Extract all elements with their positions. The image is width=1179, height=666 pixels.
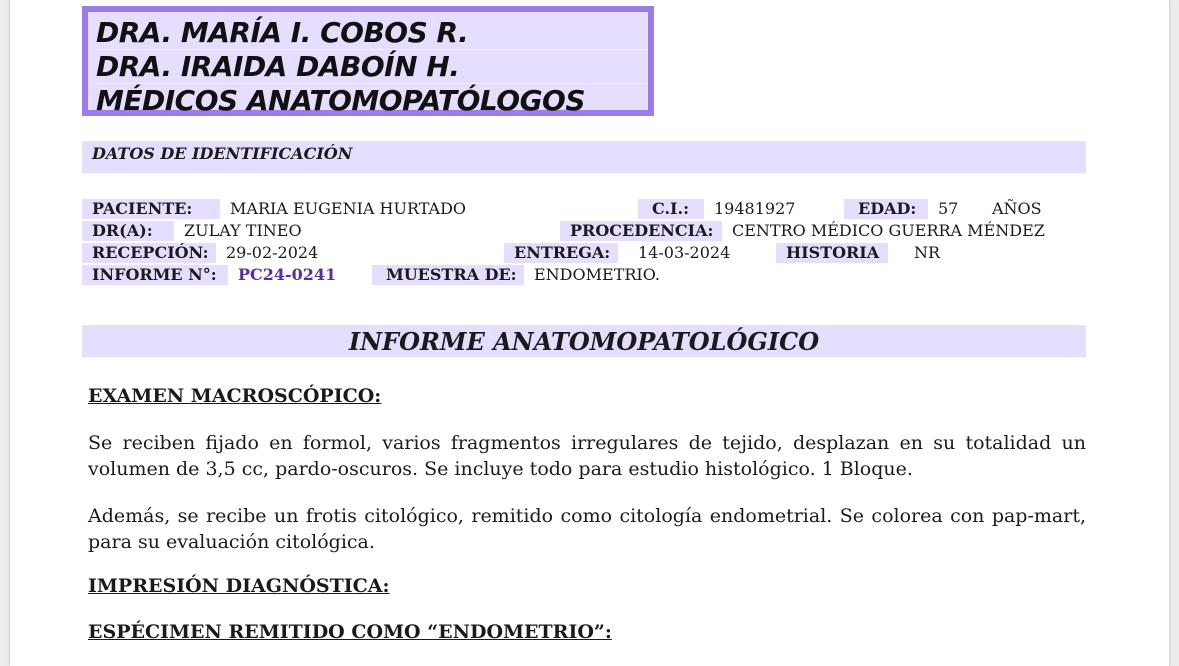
ci-value: 19481927 [714, 199, 796, 218]
historia-label: HISTORIA [776, 243, 888, 263]
edad-label: EDAD: [844, 199, 928, 219]
report-page [10, 0, 1169, 666]
entrega-value: 14-03-2024 [638, 243, 731, 262]
informe-label: INFORME N°: [82, 265, 228, 285]
macro-paragraph-1: Se reciben fijado en formol, varios fragmentos irregulares de tejido, desplazan en su totalidad un volumen de 3,5 cc, pardo-oscuros. Se incluye todo para estudio histológico. 1 Bloque. [88, 432, 1086, 480]
doctors-specialty: MÉDICOS ANATOMOPATÓLOGOS [96, 84, 586, 117]
edad-unit: AÑOS [992, 199, 1042, 218]
informe-number: PC24-0241 [238, 265, 337, 284]
paciente-value: MARIA EUGENIA HURTADO [230, 199, 467, 218]
muestra-label: MUESTRA DE: [372, 265, 524, 285]
report-title-bar [82, 325, 1086, 357]
doctor-name-2: DRA. IRAIDA DABOÍN H. [96, 50, 648, 84]
doctor-name-1: DRA. MARÍA I. COBOS R. [96, 16, 648, 50]
ci-label: C.I.: [638, 199, 704, 219]
historia-value: NR [914, 243, 941, 262]
edad-value: 57 [938, 199, 959, 218]
entrega-label: ENTREGA: [504, 243, 618, 263]
impresion-heading: IMPRESIÓN DIAGNÓSTICA: [88, 575, 390, 597]
procedencia-label: PROCEDENCIA: [560, 221, 722, 241]
muestra-value: ENDOMETRIO. [534, 265, 660, 284]
recepcion-value: 29-02-2024 [226, 243, 319, 262]
dra-label: DR(A): [82, 221, 174, 241]
procedencia-value: CENTRO MÉDICO GUERRA MÉNDEZ [732, 221, 1045, 240]
dra-value: ZULAY TINEO [184, 221, 302, 240]
identification-section-title: DATOS DE IDENTIFICACIÓN [92, 144, 353, 163]
identification-section-bar [82, 141, 1086, 173]
macro-paragraph-2: Además, se recibe un frotis citológico, remitido como citología endometrial. Se colorea con pap-mart, para su evaluación citológica. [88, 505, 1086, 553]
paciente-label: PACIENTE: [82, 199, 220, 219]
report-title: INFORME ANATOMOPATOLÓGICO [348, 327, 820, 356]
doctors-banner [82, 6, 654, 116]
recepcion-label: RECEPCIÓN: [82, 243, 216, 263]
especimen-heading: ESPÉCIMEN REMITIDO COMO “ENDOMETRIO”: [88, 621, 612, 643]
macro-heading: EXAMEN MACROSCÓPICO: [88, 385, 382, 407]
